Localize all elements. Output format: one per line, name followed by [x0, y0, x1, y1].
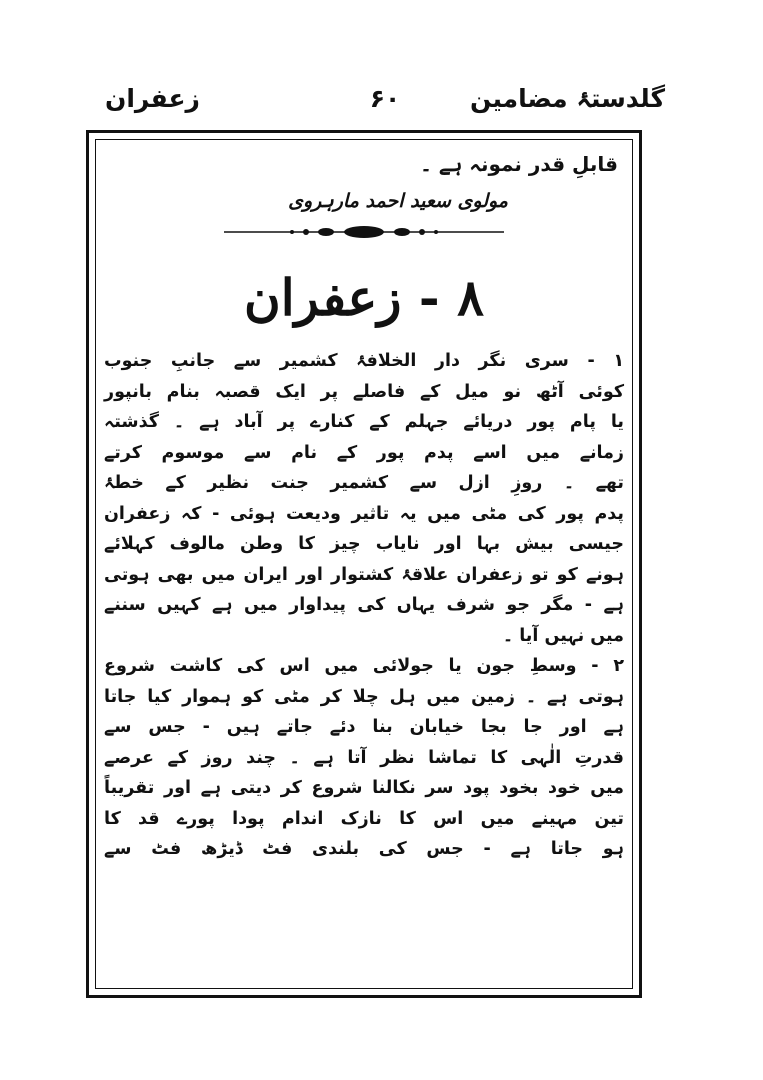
text-line: ۲ - وسطِ جون یا جولائی میں اس کی کاشت شروع: [104, 656, 624, 676]
text-line: تین مہینے میں اس کا نازک اندام پودا پورے قد کا: [104, 808, 624, 829]
text-line: ہے - مگر جو شرف یہاں کی پیداوار میں ہے کہیں سننے: [104, 595, 624, 615]
page-content: [100, 146, 628, 865]
chapter-title: ۸ - زعفران: [244, 268, 484, 327]
running-chapter-name: زعفران: [105, 84, 200, 113]
text-line: جیسی بیش بہا اور نایاب چیز کا وطن مالوف کہلائے: [104, 534, 624, 554]
body-text: [100, 346, 628, 865]
text-line: ہو جاتا ہے - جس کی بلندی فٹ ڈیڑھ فٹ سے: [104, 839, 624, 859]
running-head: [105, 84, 665, 124]
text-line: میں خود بخود پود سر نکالنا شروع کر دیتی ہے اور تقریباً: [104, 778, 624, 798]
author-name: مولوی سعید احمد مارہروی: [288, 190, 508, 212]
text-line: میں نہیں آیا ۔: [502, 625, 624, 646]
page-number: ۶۰: [369, 84, 401, 113]
text-line: ہے اور جا بجا خیابان بنا دئے جاتے ہیں - جس سے: [104, 717, 624, 737]
text-line: قدرتِ الٰہی کا تماشا نظر آتا ہے ۔ چند روز کے عرصے: [104, 747, 624, 768]
text-line: پدم پور کی مٹی میں یہ تاثیر ودیعت ہوئی - کہ زعفران: [104, 503, 624, 524]
text-line: زمانے میں اسے پدم پور کے نام سے موسوم کرتے: [104, 442, 624, 463]
text-line: تھے ۔ روزِ ازل سے کشمیر جنت نظیر کے خطۂ: [104, 473, 624, 493]
text-line: کوئی آٹھ نو میل کے فاصلے پر ایک قصبہ بنام بانپور: [104, 381, 624, 402]
text-line: یا پام پور دریائے جہلم کے کنارے پر آباد ہے ۔ گذشتہ: [104, 412, 624, 432]
ornamental-divider: [224, 222, 504, 242]
text-line: ۱ - سری نگر دار الخلافۂ کشمیر سے جانبِ جنوب: [104, 351, 624, 371]
carried-over-line: قابلِ قدر نمونہ ہے ۔: [420, 152, 618, 176]
text-line: ہوتی ہے ۔ زمین میں ہل چلا کر مٹی کو ہموار کیا جاتا: [104, 686, 624, 707]
book-title: گلدستۂ مضامین: [469, 84, 665, 113]
text-line: ہونے کو تو زعفران علاقۂ کشتوار اور ایران میں بھی ہوتی: [104, 564, 624, 585]
